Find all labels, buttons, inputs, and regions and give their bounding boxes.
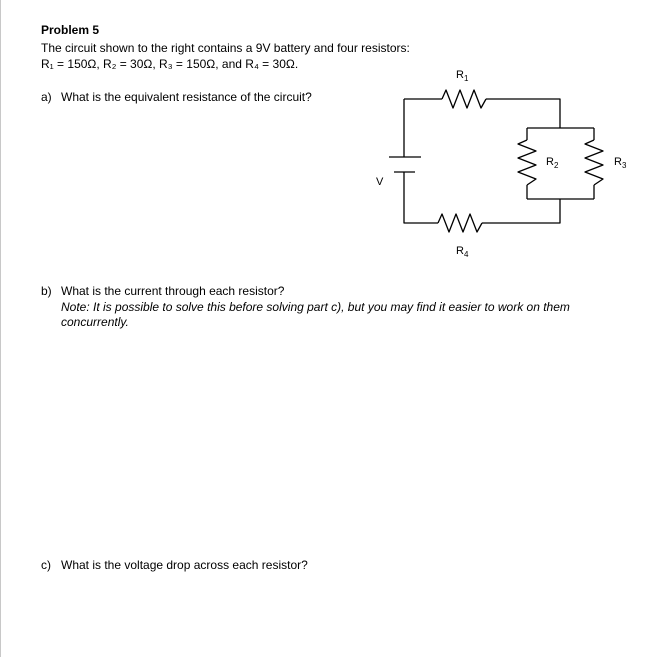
question-a-text: What is the equivalent resistance of the circuit?: [61, 90, 312, 104]
resistor-r2: [518, 140, 536, 185]
question-b-letter: b): [41, 284, 52, 298]
r4-label: $R_4$: [456, 245, 469, 259]
problem-intro: The circuit shown to the right contains a 9V battery and four resistors:: [41, 41, 410, 55]
wire-top-right: [486, 99, 560, 128]
resistor-r3: [585, 140, 603, 185]
question-c-letter: c): [41, 558, 51, 572]
resistor-r1: [442, 90, 486, 108]
wire-left-lower: [404, 172, 438, 223]
r2-label: $R_2$: [546, 156, 559, 170]
question-b-note: Note: It is possible to solve this before solving part c), but you may find it easier to work on them concurrently.: [61, 300, 570, 329]
r1-label: $R_1$: [456, 69, 469, 83]
r3-label: $R_3$: [614, 156, 627, 170]
problem-title: Problem 5: [41, 23, 100, 37]
battery-label: V: [376, 176, 384, 188]
question-a-letter: a): [41, 90, 52, 104]
resistor-r4: [438, 214, 482, 232]
question-c-text: What is the voltage drop across each resistor?: [61, 558, 308, 572]
question-b-text: What is the current through each resistor?: [61, 284, 285, 298]
resistor-values: R₁ = 150Ω, R₂ = 30Ω, R₃ = 150Ω, and R₄ = 30Ω.: [41, 57, 299, 71]
wire-bottom-right: [482, 199, 560, 223]
